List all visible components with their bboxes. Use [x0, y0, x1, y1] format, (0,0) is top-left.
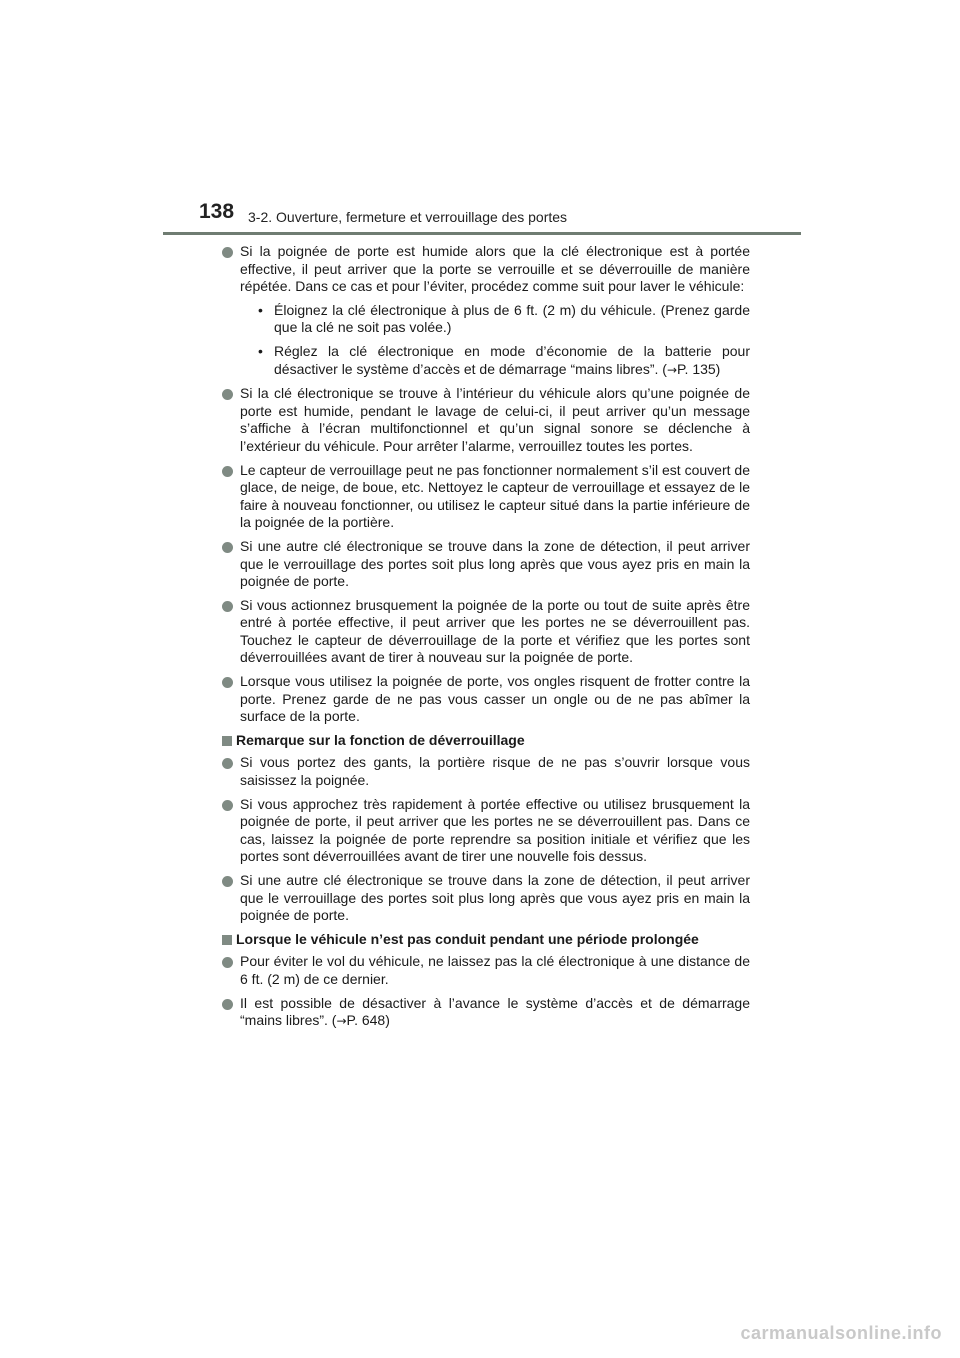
- bullet-dot-icon: [222, 389, 233, 400]
- bullet-text: Si la poignée de porte est humide alors que la clé électronique est à portée effective, il peut arriver que la porte se verrouille et se déverrouille de manière répétée. Dans ce cas et pour l’éviter, procédez comme suit pour laver le véhicule:: [240, 243, 750, 295]
- bullet-text: Le capteur de verrouillage peut ne pas fonctionner normalement s’il est couvert de glace, de neige, de boue, etc. Nettoyez le capteur de verrouillage et essayez de le faire à nouveau fonctionner, ou utilisez le capteur situé dans la partie inférieure de la poignée de la portière.: [240, 461, 750, 531]
- sub-item: [240, 302, 750, 337]
- bullet-text: Pour éviter le vol du véhicule, ne laissez pas la clé électronique à une distance de 6 ft. (2 m) de ce dernier.: [240, 953, 750, 987]
- bullet-dot-icon: [222, 876, 233, 887]
- bullet-text: Si vous actionnez brusquement la poignée de la porte ou tout de suite après être entré à portée effective, il peut arriver que les portes ne se déverrouillent pas. Touchez le capteur de déverrouillage de la porte et vérifiez que les portes sont déverrouillées avant de tirer à nouveau sur la poignée de porte.: [240, 596, 750, 666]
- bullet-item: [222, 597, 750, 667]
- bullet-dot-icon: [222, 800, 233, 811]
- arrow-right-icon: →: [666, 362, 677, 377]
- bullet-dot-icon: [222, 999, 233, 1010]
- square-bullet-icon: [222, 736, 232, 746]
- watermark: carmanualsonline.info: [740, 1323, 942, 1343]
- page-content: [222, 243, 750, 1037]
- page-reference: P. 135): [677, 360, 721, 377]
- sub-bullet-icon: •: [258, 301, 263, 318]
- bullet-dot-icon: [222, 247, 233, 258]
- heading-text: Lorsque le véhicule n’est pas conduit pendant une période prolongée: [236, 930, 699, 947]
- page-number: 138: [199, 200, 235, 223]
- bullet-item: [222, 796, 750, 866]
- bullet-item: [222, 953, 750, 988]
- bullet-item: [222, 872, 750, 925]
- bullet-text: Il est possible de désactiver à l’avance le système d’accès et de démarrage “mains libres”. (: [240, 994, 750, 1029]
- sub-bullet-icon: •: [258, 342, 263, 359]
- heading-text: Remarque sur la fonction de déverrouillage: [236, 731, 525, 748]
- subsection-heading: [222, 732, 750, 750]
- bullet-item: [222, 995, 750, 1031]
- bullet-item: [222, 754, 750, 789]
- bullet-dot-icon: [222, 601, 233, 612]
- bullet-text: Lorsque vous utilisez la poignée de porte, vos ongles risquent de frotter contre la porte. Prenez garde de ne pas vous casser un ongle ou de ne pas abîmer la surface de la porte.: [240, 673, 750, 725]
- page-reference: P. 648): [346, 1012, 390, 1029]
- bullet-item: [222, 673, 750, 726]
- bullet-text: Si vous portez des gants, la portière risque de ne pas s’ouvrir lorsque vous saisissez la poignée.: [240, 754, 750, 789]
- bullet-dot-icon: [222, 466, 233, 477]
- sub-item: [240, 343, 750, 379]
- bullet-dot-icon: [222, 677, 233, 688]
- header-rule: [163, 232, 801, 235]
- bullet-text: Si vous approchez très rapidement à portée effective ou utilisez brusquement la poignée de porte, il peut arriver que les portes ne se déverrouillent pas. Dans ce cas, laissez la poignée de porte reprendre sa position initiale et vérifiez que les portes sont déverrouillées avant de tirer une nouvelle fois dessus.: [240, 795, 750, 865]
- bullet-item: [222, 243, 750, 379]
- section-title: 3-2. Ouverture, fermeture et verrouillage des portes: [248, 209, 568, 225]
- sub-text: Éloignez la clé électronique à plus de 6 ft. (2 m) du véhicule. (Prenez garde que la clé ne soit pas volée.): [274, 301, 750, 336]
- bullet-dot-icon: [222, 542, 233, 553]
- bullet-text: Si une autre clé électronique se trouve dans la zone de détection, il peut arriver que le verrouillage des portes soit plus long après que vous ayez pris en main la poignée de porte.: [240, 537, 750, 590]
- bullet-dot-icon: [222, 957, 233, 968]
- square-bullet-icon: [222, 935, 232, 945]
- bullet-dot-icon: [222, 758, 233, 769]
- subsection-heading: [222, 931, 750, 949]
- bullet-text: Si une autre clé électronique se trouve dans la zone de détection, il peut arriver que le verrouillage des portes soit plus long après que vous ayez pris en main la poignée de porte.: [240, 872, 750, 924]
- sub-text: Réglez la clé électronique en mode d’économie de la batterie pour désactiver le système d’accès et de démarrage “mains libres”. (: [274, 342, 750, 377]
- bullet-text: Si la clé électronique se trouve à l’intérieur du véhicule alors qu’une poignée de porte est humide, pendant le lavage de celui-ci, il peut arriver qu’un message s’affiche à l’écran multifonctionnel et qu’un signal sonore se déclenche à l’extérieur du véhicule. Pour arrêter l’alarme, verrouillez toutes les portes.: [240, 385, 750, 454]
- bullet-item: [222, 385, 750, 455]
- bullet-item: [222, 462, 750, 532]
- bullet-item: [222, 538, 750, 591]
- arrow-right-icon: →: [336, 1014, 347, 1029]
